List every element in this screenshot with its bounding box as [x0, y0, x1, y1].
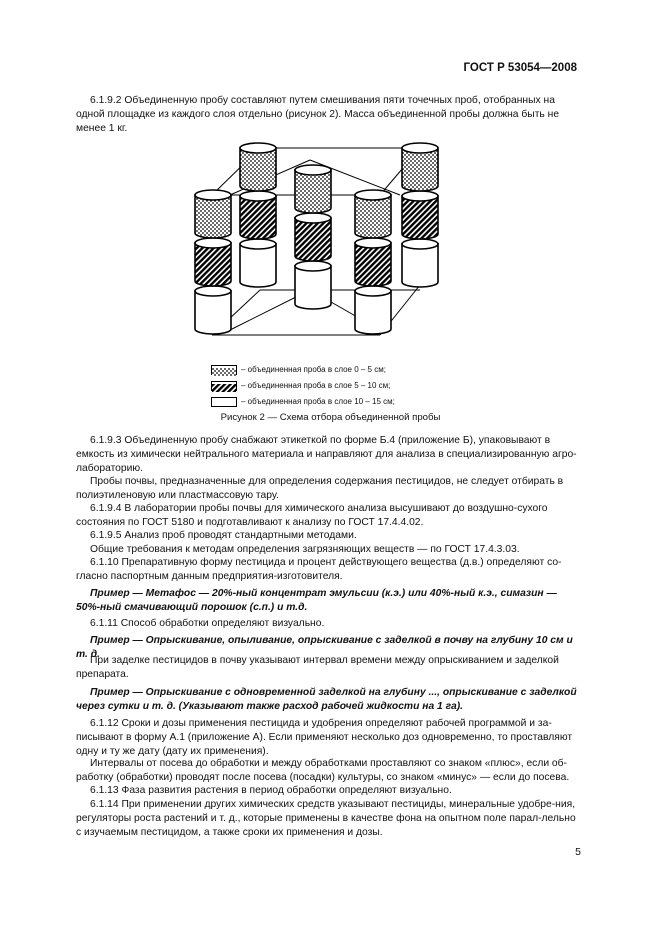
example-3: [76, 686, 582, 714]
sample-cylinder: [295, 165, 331, 213]
legend-label-5-10: – объединенная проба в слое 5 – 10 см;: [241, 381, 391, 390]
sample-cylinder: [195, 190, 231, 238]
example-2-text: Пример — Опрыскивание, опыливание, опрыскивание с заделкой в почву на глубину 10 см и т. д.: [76, 635, 573, 660]
dotted-swatch-icon: [211, 365, 237, 375]
sample-cylinder: [402, 191, 438, 239]
blank-swatch-icon: [211, 397, 237, 407]
para-6192-text: 6.1.9.2 Объединенную пробу составляют путем смешивания пяти точечных проб, отобранных на одной площадке из каждого слоя отдельно (рисунок 2). Масса объединенной пробы должна быть не менее 1 кг.: [76, 95, 560, 134]
example-3-text: Пример — Опрыскивание с одновременной заделкой на глубину ..., опрыскивание с заделкой через сутки и т. д. (Указывают также расход рабочей жидкости на 1 га).: [76, 687, 577, 712]
para-6113: [76, 784, 582, 798]
sample-cylinder: [240, 239, 276, 287]
legend-label-0-5: – объединенная проба в слое 0 – 5 см;: [241, 365, 386, 374]
legend-row-10-15: [211, 394, 395, 410]
para-6193-text: 6.1.9.3 Объединенную пробу снабжают этикеткой по форме Б.4 (приложение Б), упаковывают в емкость из химически нейтрального материала и направляют для анализа в специализированную агро-лабораторию.: [76, 435, 577, 474]
para-6195-text: 6.1.9.5 Анализ проб проводят стандартными методами.: [90, 530, 357, 541]
para-6112: [76, 717, 582, 758]
sample-cylinder: [402, 239, 438, 287]
para-6111-text: 6.1.11 Способ обработки определяют визуально.: [90, 618, 325, 629]
para-6110-text: 6.1.10 Препаративную форму пестицида и процент действующего вещества (д.в.) определяют со-гласно паспортным данным предприятия-изготовителя.: [76, 557, 562, 582]
sample-cylinder: [355, 286, 391, 334]
sample-cylinder: [295, 213, 331, 261]
para-6114: [76, 798, 582, 839]
para-6112-text: 6.1.12 Сроки и дозы применения пестицида и удобрения определяют рабочей программой и за-писывают в форму А.1 (приложение А). Если применяют несколько доз одновременно, то проставляют одну и ту же дату (дату их применения).: [76, 718, 573, 757]
sample-cylinder: [195, 238, 231, 286]
para-zadelka: [76, 654, 582, 682]
figure-caption: Рисунок 2 — Схема отбора объединенной пробы: [220, 412, 441, 423]
sample-cylinder: [295, 261, 331, 309]
sample-cylinder: [195, 286, 231, 334]
para-intervals-text: Интервалы от посева до обработки и между обработками проставляют со знаком «плюс», если об-работку (обработки) проводят после посева (посадки) культуры, со знаком «минус» — если до посева.: [76, 758, 570, 783]
para-6192: [76, 94, 582, 135]
para-general-requirements-text: Общие требования к методам определения загрязняющих веществ — по ГОСТ 17.4.3.03.: [90, 544, 520, 555]
figure-legend: [211, 362, 395, 410]
example-1: [76, 587, 582, 615]
sampling-scheme-figure: [190, 140, 450, 350]
legend-row-5-10: [211, 378, 395, 394]
para-general-requirements: [76, 543, 582, 557]
doc-header: ГОСТ Р 53054—2008: [463, 62, 577, 74]
sample-cylinder: [402, 143, 438, 191]
para-6110: [76, 556, 582, 584]
example-1-text: Пример — Метафос — 20%-ный концентрат эмульсии (к.э.) или 40%-ный к.э., симазин — 50%-ный смачивающий порошок (с.п.) и т.д.: [76, 588, 557, 613]
sample-cylinder: [240, 191, 276, 239]
sample-cylinder: [355, 238, 391, 286]
legend-row-0-5: [211, 362, 395, 378]
hatched-swatch-icon: [211, 381, 237, 391]
para-6193: [76, 434, 582, 475]
legend-label-10-15: – объединенная проба в слое 10 – 15 см;: [241, 397, 395, 406]
para-6111: [76, 617, 582, 631]
para-6195: [76, 529, 582, 543]
para-probes-text: Пробы почвы, предназначенные для определения содержания пестицидов, не следует отбирать в полиэтиленовую или пластмассовую тару.: [76, 476, 564, 501]
para-6114-text: 6.1.14 При применении других химических средств указывают пестициды, минеральные удобре-ния, регуляторы роста растений и т. д., которые применены в качестве фона на опытном поле парал-лельно с изучаемым пестицидом, а также сроки их применения и дозы.: [76, 799, 576, 838]
para-6113-text: 6.1.13 Фаза развития растения в период обработки определяют визуально.: [90, 785, 452, 796]
para-6194: [76, 502, 582, 530]
para-intervals: [76, 757, 582, 785]
para-zadelka-text: При заделке пестицидов в почву указывают интервал времени между опрыскиванием и заделкой препарата.: [76, 655, 559, 680]
sample-cylinder: [240, 143, 276, 191]
sample-cylinder: [355, 190, 391, 238]
para-probes-container: [76, 475, 582, 503]
para-6194-text: 6.1.9.4 В лаборатории пробы почвы для химического анализа высушивают до воздушно-сухого состояния по ГОСТ 5180 и подготавливают к анализу по ГОСТ 17.4.4.02.: [76, 503, 548, 528]
page-number: 5: [575, 846, 581, 858]
